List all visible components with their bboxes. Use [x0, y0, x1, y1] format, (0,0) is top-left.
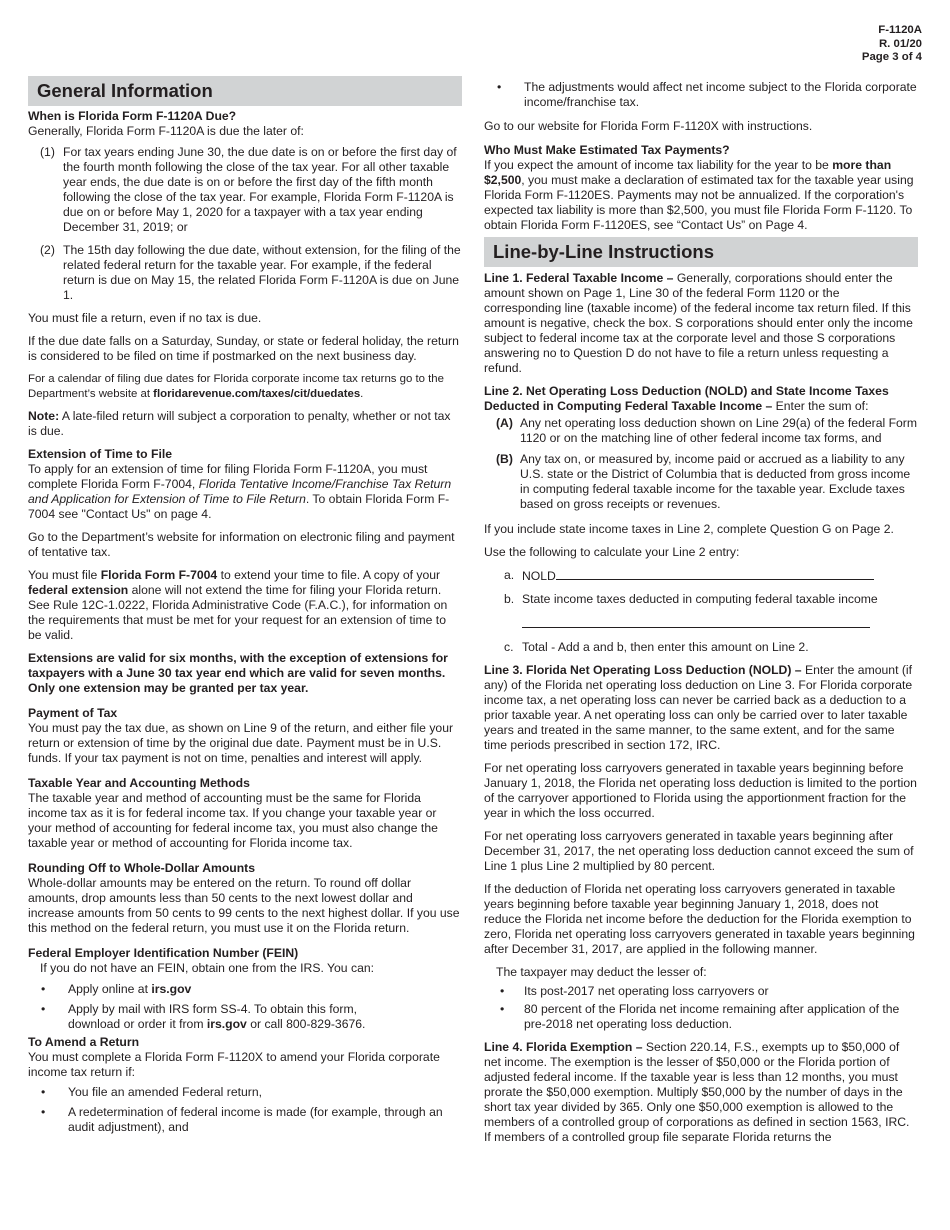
amend-text: You must complete a Florida Form F-1120X to amend your Florida corporate income tax return if: — [28, 1050, 440, 1079]
bullet-glyph: • — [41, 982, 46, 996]
bullet-glyph: • — [41, 1085, 46, 1099]
form-number: F-1120A — [878, 24, 922, 36]
calc-a-text: NOLD — [522, 569, 556, 583]
line-3-text — [484, 663, 918, 753]
due-item-text: The 15th day following the due date, without extension, for the filing of the related federal return for the taxable year. For example, if the federal return is due on May 15, the related Florida Form F-1120A is due on June 1. — [63, 243, 461, 302]
fein-bullet-2 — [28, 1002, 462, 1032]
bullet-glyph: • — [500, 984, 505, 998]
fein-bullet-1-a: Apply online at — [68, 982, 152, 996]
amend-bullet-text: A redetermination of federal income is made (for example, through an audit adjustment), and — [68, 1105, 443, 1134]
fein-heading: Federal Employer Identification Number (FEIN) — [28, 946, 299, 960]
payment-text: You must pay the tax due, as shown on Line 9 of the return, and either file your return or extension of time by the original due date. Payment must be in U.S. funds. If your tax payment is not on time, penalties and interest will apply. — [28, 721, 454, 765]
line-1-body: Generally, corporations should enter the amount shown on Page 1, Line 30 of the federal Form 1120 or the corresponding line (taxable income) of the federal income tax return filed. If this amount is negative, check the box. S corporations should enter only the income subject to federal income tax at the corporate level and those S corporations answering no to Question D do not have to file a return unless requesting a refund. — [484, 271, 913, 375]
line-2-question-g-text: If you include state income taxes in Line 2, complete Question G on Page 2. — [484, 522, 894, 536]
calc-a-input-line[interactable] — [556, 568, 874, 580]
line-3-para-3: For net operating loss carryovers generated in taxable years beginning after December 31, 2017, the net operating loss deduction cannot exceed the sum of Line 1 plus Line 2 multiplied by 80 percent. — [484, 829, 914, 873]
estimated-tax-heading: Who Must Make Estimated Tax Payments? — [484, 143, 730, 157]
note-label: Note: — [28, 409, 60, 423]
due-question: When is Florida Form F-1120A Due? — [28, 109, 237, 123]
calendar-text-end: . — [360, 387, 364, 400]
extension-para-1 — [28, 462, 462, 522]
extension-validity-text: Extensions are valid for six months, with the exception of extensions for taxpayers with a June 30 tax year end which are valid for seven months. Only one extension may be granted per tax year. — [28, 651, 448, 695]
calendar-text — [28, 372, 462, 401]
line-2-item-b-text: Any tax on, or measured by, income paid or accrued as a liability to any U.S. state or the District of Columbia that is deducted from gross income in computing federal taxable income for the taxable year. Exclude taxes based on gross receipts or revenues. — [520, 452, 911, 511]
due-item-text: For tax years ending June 30, the due date is on or before the first day of the fourth month following the close of the tax year. For all other taxable year ends, the due date is on or before the first day of the fifth month following the close of the tax year. For example, Florida Form F-1120A is due on or before May 1, 2020 for a taxpayer with a tax year ending December 31, 2019; or — [63, 145, 457, 234]
line-by-line-heading: Line-by-Line Instructions — [484, 237, 918, 267]
fein-bullet-text — [68, 982, 462, 997]
extension-para-3-a: You must file — [28, 568, 101, 582]
estimated-threshold: more than $2,500 — [484, 158, 892, 187]
line-2-item-a-label: (A) — [496, 416, 513, 430]
left-column — [28, 76, 462, 1140]
calc-row-c — [484, 640, 918, 655]
line-4-text — [484, 1040, 918, 1145]
payment-heading: Payment of Tax — [28, 706, 118, 720]
calc-row-b — [484, 592, 918, 607]
extension-heading: Extension of Time to File — [28, 447, 173, 461]
bullet-glyph: • — [41, 1002, 46, 1016]
line-3-bullet-text: Its post-2017 net operating loss carryovers or — [524, 984, 769, 998]
form-f7004-title: Florida Tentative Income/Franchise Tax Return and Application for Extension of Time to File Return — [28, 477, 452, 506]
form-header — [862, 24, 922, 65]
line-3-para-5: The taxpayer may deduct the lesser of: — [496, 965, 707, 979]
note-body: A late-filed return will subject a corporation to penalty, whether or not tax is due. — [28, 409, 451, 438]
general-information-heading: General Information — [28, 76, 462, 106]
calc-a-label: a. — [504, 568, 515, 582]
fein-bullet-2-a: Apply by mail with IRS form SS-4. To obtain this form, download or order it from — [68, 1002, 357, 1031]
line-1-text — [484, 271, 918, 376]
fein-bullet-text — [68, 1002, 462, 1032]
federal-extension-bold: federal extension — [28, 583, 129, 597]
taxable-year-heading: Taxable Year and Accounting Methods — [28, 776, 250, 790]
bullet-glyph: • — [41, 1105, 46, 1119]
estimated-tax-b: , you must make a declaration of estimated tax for the taxable year using Florida Form F-1120ES. Payments may not be annualized. If the corporation's expected tax liability is more than $2,500, you must file Florida Form F-1120. To obtain Florida Form F-1120ES, see “Contact Us” on Page 4. — [484, 173, 914, 232]
line-3-para-4: If the deduction of Florida net operating loss carryovers generated in taxable years beginning before taxable year beginning January 1, 2018, does not reduce the Florida net income before the deduction for the Florida exemption to zero, Florida net operating loss carryovers generated in taxable years beginning after December 31, 2017, are applied in the following manner. — [484, 882, 915, 956]
extension-para-3-b: to extend your time to file. A copy of your — [217, 568, 441, 582]
calc-row-a — [484, 568, 918, 584]
line-2-item-b-label: (B) — [496, 452, 513, 466]
rounding-text: Whole-dollar amounts may be entered on the return. To round off dollar amounts, drop amounts less than 50 cents to the next lowest dollar and increase amounts from 50 cents to 99 cents to the next highest dollar. If you use this method on the federal return, you must use it on the Florida return. — [28, 876, 460, 935]
calc-b-label: b. — [504, 592, 515, 606]
form-revision: R. 01/20 — [878, 37, 922, 50]
bullet-glyph: • — [500, 1002, 505, 1016]
bullet-glyph: • — [497, 80, 502, 94]
extension-para-3-c: alone will not extend the time for filing your Florida return. See Rule 12C-1.0222, Florida Administrative Code (F.A.C.), for information on the requirements that must be met for your request for an extension of time to be valid. — [28, 583, 448, 642]
line-3-para-2: For net operating loss carryovers generated in taxable years beginning before January 1, 2018, the Florida net operating loss deduction is limited to the portion of the carryover apportioned to Florida using the apportionment fraction for the year in which the loss occurred. — [484, 761, 917, 820]
extension-para-2: Go to the Department’s website for information on electronic filing and payment of tentative tax. — [28, 530, 455, 559]
fein-intro: If you do not have an FEIN, obtain one from the IRS. You can: — [40, 961, 375, 975]
due-item-2 — [28, 243, 462, 303]
due-item-1 — [28, 145, 462, 235]
goto-website-text: Go to our website for Florida Form F-1120X with instructions. — [484, 119, 813, 133]
amend-bullet-2 — [28, 1105, 462, 1135]
calc-c-text: Total - Add a and b, then enter this amount on Line 2. — [522, 640, 809, 654]
right-column — [484, 80, 918, 1153]
holiday-text: If the due date falls on a Saturday, Sunday, or state or federal holiday, the return is considered to be filed on time if postmarked on the next business day. — [28, 334, 459, 363]
amend-heading: To Amend a Return — [28, 1035, 140, 1049]
calc-b-input-line[interactable] — [522, 611, 870, 628]
rounding-heading: Rounding Off to Whole-Dollar Amounts — [28, 861, 256, 875]
line-3-label: Line 3. Florida Net Operating Loss Deduction (NOLD) – — [484, 663, 802, 677]
calc-b-text: State income taxes deducted in computing federal taxable income — [522, 592, 878, 606]
page-number: Page 3 of 4 — [861, 51, 922, 63]
due-intro: Generally, Florida Form F-1120A is due the later of: — [28, 124, 304, 138]
line-2-calc-intro: Use the following to calculate your Line 2 entry: — [484, 545, 740, 559]
due-dates-link[interactable]: floridarevenue.com/taxes/cit/duedates — [153, 387, 361, 400]
taxable-year-text: The taxable year and method of accounting must be the same for Florida income tax as it is for federal income tax. If you change your taxable year or your method of accounting for federal income tax, you must also change the taxable year or method of accounting for Florida income tax. — [28, 791, 438, 850]
fein-bullet-1 — [28, 982, 462, 997]
line-4-body: Section 220.14, F.S., exempts up to $50,000 of net income. The exemption is the lesser of $50,000 or the Florida portion of adjusted federal income. If the taxable year is less than 12 months, you must prorate the $50,000 exemption. Multiply $50,000 by the number of days in the short tax year divided by 365. Only one $50,000 exemption is allowed to the members of a controlled group of corporations as defined in section 1563, IRC. If members of a controlled group file separate Florida returns the — [484, 1040, 910, 1144]
extension-para-3 — [28, 568, 462, 643]
fein-bullet-2-b: or call 800-829-3676. — [246, 1017, 366, 1031]
irs-link[interactable]: irs.gov — [151, 982, 192, 996]
line-3-bullet-text: 80 percent of the Florida net income remaining after application of the pre-2018 net operating loss deduction. — [524, 1002, 900, 1031]
amend-bullet-text: The adjustments would affect net income subject to the Florida corporate income/franchise tax. — [524, 80, 917, 109]
irs-link[interactable]: irs.gov — [206, 1017, 247, 1031]
calendar-text-body: For a calendar of filing due dates for Florida corporate income tax returns go to the Department’s website at — [28, 373, 444, 400]
extension-para-1-b: . To obtain Florida Form F-7004 see "Contact Us" on page 4. — [28, 492, 450, 521]
line-2-item-a-text: Any net operating loss deduction shown on Line 29(a) of the federal Form 1120 or on the matching line of other federal income tax forms, and — [520, 416, 918, 445]
line-2-text — [484, 384, 918, 414]
must-file-text: You must file a return, even if no tax is due. — [28, 311, 262, 325]
line-1-label: Line 1. Federal Taxable Income – — [484, 271, 674, 285]
extension-para-1-a: To apply for an extension of time for filing Florida Form F-1120A, you must complete Florida Form F-7004, — [28, 462, 428, 491]
note-text — [28, 409, 462, 439]
line-3-bullet-2 — [484, 1002, 918, 1032]
line-3-bullet-1 — [484, 984, 918, 999]
estimated-tax-text — [484, 158, 918, 233]
due-item-number: (2) — [40, 243, 55, 257]
form-f7004-bold: Florida Form F-7004 — [100, 568, 218, 582]
estimated-tax-a: If you expect the amount of income tax liability for the year to be — [484, 158, 833, 172]
line-2-body: Enter the sum of: — [772, 399, 869, 413]
amend-bullet-text: You file an amended Federal return, — [68, 1085, 262, 1099]
line-2-label: Line 2. Net Operating Loss Deduction (NOLD) and State Income Taxes Deducted in Computing Federal Taxable Income – — [484, 384, 889, 413]
calc-c-label: c. — [504, 640, 514, 654]
line-2-item-b — [484, 452, 918, 512]
amend-bullet-3 — [484, 80, 918, 110]
calc-a-body — [522, 568, 918, 584]
line-2-item-a — [484, 416, 918, 446]
line-4-label: Line 4. Florida Exemption – — [484, 1040, 643, 1054]
line-3-body: Enter the amount (if any) of the Florida net operating loss deduction on Line 3. For Florida corporate income tax, a net operating loss can never be carried back as a deduction to a prior taxable year. A net operating loss can only be carried over to later taxable years and treated in the same manner, to the same extent, and for the same time periods prescribed in section 172, IRC. — [484, 663, 913, 752]
amend-bullet-1 — [28, 1085, 462, 1100]
due-item-number: (1) — [40, 145, 55, 159]
